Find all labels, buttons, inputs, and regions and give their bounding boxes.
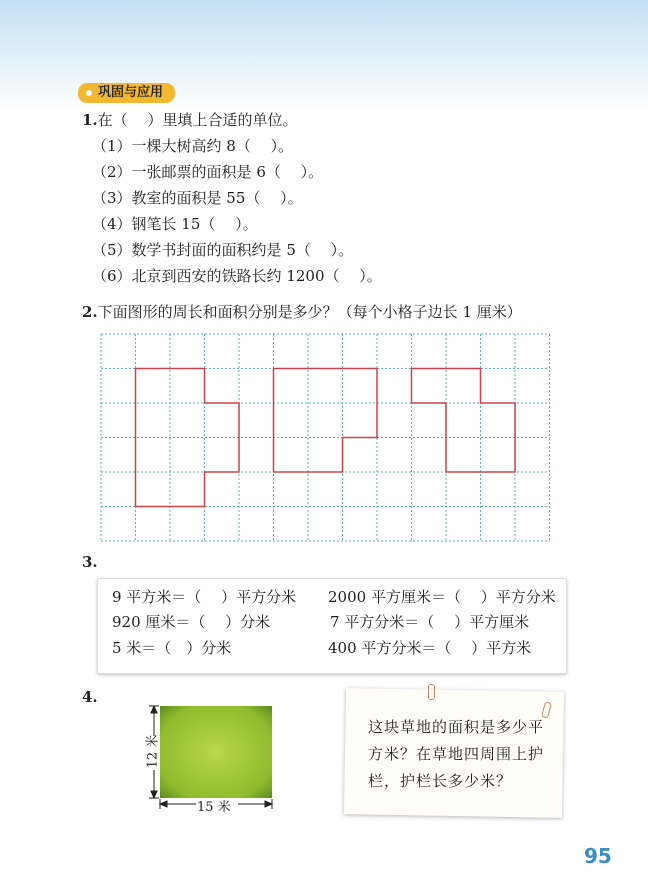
- question-prompt: 下面图形的周长和面积分别是多少？（每个小格子边长 1 厘米）: [97, 303, 522, 321]
- q1-item: （2）一张邮票的面积是 6（ ）。: [92, 163, 324, 181]
- question-1: [82, 111, 297, 129]
- height-label: 12 米: [145, 734, 161, 769]
- grid-figure: [100, 333, 550, 543]
- question-number: 1.: [82, 111, 98, 129]
- q1-item: （5）数学书封面的面积约是 5（ ）。: [92, 241, 354, 259]
- question-4-number: 4.: [82, 688, 98, 706]
- conversion-item: 400 平方分米＝（ ）平方米: [328, 639, 532, 657]
- q1-item: （4）钢笔长 15（ ）。: [92, 215, 258, 233]
- paperclip-icon: [428, 684, 435, 700]
- page-number: 95: [584, 844, 612, 868]
- section-badge-label: 巩固与应用: [98, 85, 164, 100]
- shape-1: [136, 369, 240, 507]
- shape-3: [412, 369, 516, 473]
- section-badge: [78, 83, 175, 103]
- bullet-icon: [86, 90, 92, 96]
- note-text: 这块草地的面积是多少平方米？在草地四周围上护栏，护栏长多少米？: [368, 718, 545, 790]
- question-3-number: 3.: [82, 553, 98, 571]
- conversion-item: 920 厘米＝（ ）分米: [112, 613, 271, 631]
- shape-2: [274, 369, 378, 473]
- question-prompt: 在（ ）里填上合适的单位。: [97, 111, 298, 129]
- width-label: 15 米: [197, 800, 231, 815]
- conversion-item: 2000 平方厘米＝（ ）平方分米: [328, 588, 556, 606]
- question-2: [82, 303, 522, 321]
- q1-item: （6）北京到西安的铁路长约 1200（ ）。: [92, 267, 382, 285]
- conversion-item: 5 米＝（ ）分米: [112, 639, 232, 657]
- q1-item: （1）一棵大树高约 8（ ）。: [92, 137, 294, 155]
- q1-item: （3）教室的面积是 55（ ）。: [92, 189, 303, 207]
- conversion-item: 9 平方米＝（ ）平方分米: [112, 588, 297, 606]
- question-number: 2.: [82, 303, 98, 321]
- conversion-item: 7 平方分米＝（ ）平方厘米: [330, 613, 530, 631]
